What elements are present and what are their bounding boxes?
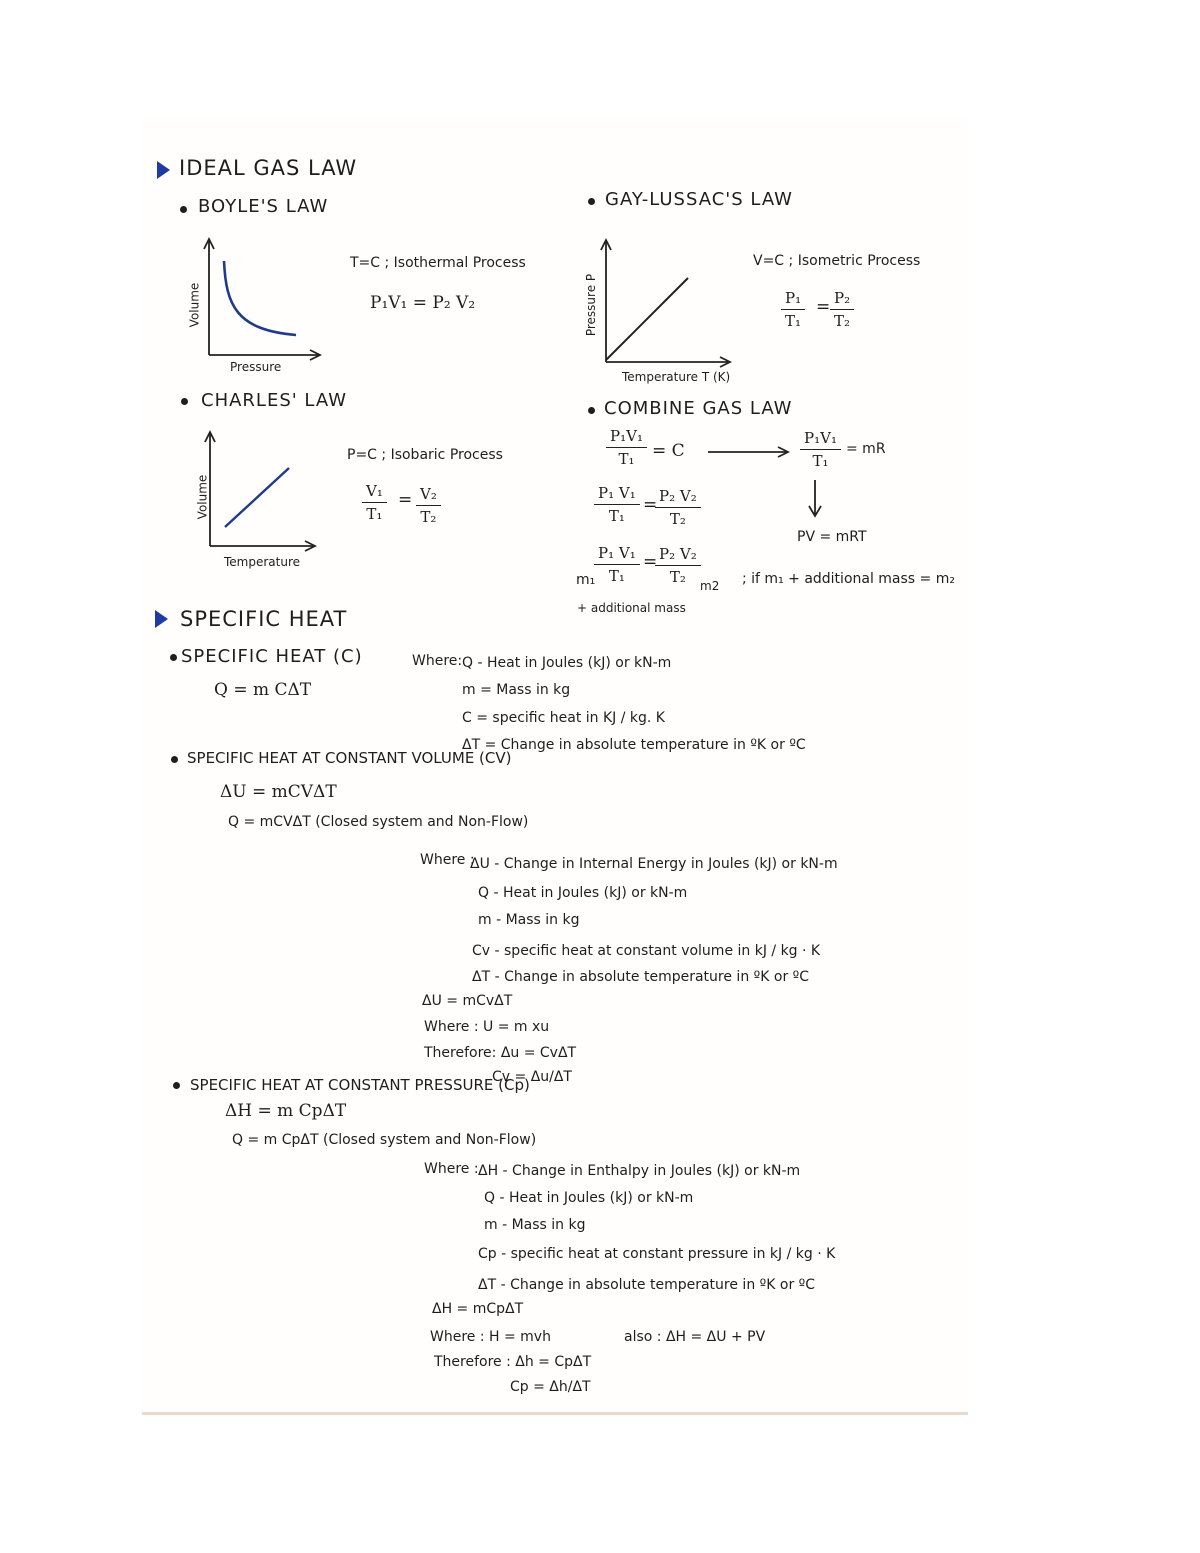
definition-line: ΔT = Change in absolute temperature in ºK or ºC [462,737,806,753]
combined-ratio-right [655,487,701,528]
combined-equals-c: = C [652,441,685,461]
gay-lussac-condition: V=C ; Isometric Process [753,253,921,269]
denominator: T₂ [669,510,686,528]
where-label: Where : [424,1161,479,1177]
denominator: T₁ [366,505,383,523]
definition-line: ΔT - Change in absolute temperature in ºK or ºC [472,969,810,985]
right-arrow-icon [706,445,796,459]
cv-eq-5: Therefore: Δu = CvΔT [424,1045,577,1061]
combined-mass-note: ; if m₁ + additional mass = m₂ [742,571,955,587]
combined-mass-ratio-right [655,545,701,586]
numerator: P₂ V₂ [655,545,701,566]
isotherm-curve [224,261,296,335]
equals-sign: = [643,552,658,572]
denominator: T₂ [669,568,686,586]
numerator: P₂ V₂ [655,487,701,508]
gay-lussac-right-ratio [830,289,854,330]
combined-mass-ratio-left [594,544,640,585]
bullet [180,206,187,213]
denominator: T₁ [785,312,802,330]
denominator: T₂ [420,508,437,526]
specific-heat-c-equation: Q = m CΔT [214,680,312,700]
numerator: V₁ [362,482,387,503]
charles-left-ratio [362,482,387,523]
combined-ratio-1 [606,427,647,468]
combined-ratio-left [594,484,640,525]
bullet [173,1082,180,1089]
charles-y-label: Volume [195,474,210,520]
charles-law-title: CHARLES' LAW [201,390,347,411]
ideal-gas-equation: PV = mRT [797,529,867,545]
boyles-law-title: BOYLE'S LAW [198,196,329,217]
charles-right-ratio [416,485,441,526]
definition-line: Q - Heat in Joules (kJ) or kN-m [478,885,688,901]
where-label: Where : [420,852,475,868]
where-label: Where: [412,653,463,669]
bullet [181,398,188,405]
specific-heat-cp-title: SPECIFIC HEAT AT CONSTANT PRESSURE (Cp) [190,1076,530,1094]
denominator: T₂ [834,312,851,330]
definition-line: Cv - specific heat at constant volume in kJ / kg · K [472,943,821,959]
charles-condition: P=C ; Isobaric Process [347,447,503,463]
boyles-law-graph [196,235,326,370]
additional-mass-note: + additional mass [577,601,686,615]
bullet [170,654,177,661]
cv-eq-6: Cv = Δu/ΔT [492,1069,572,1085]
cp-eq-4: Where : H = mvh [430,1329,551,1345]
cv-eq-3: ΔU = mCvΔT [422,993,513,1009]
combined-equals-mr: = mR [846,441,886,457]
definition-line: ΔH - Change in Enthalpy in Joules (kJ) or kN-m [478,1163,801,1179]
gay-lussac-graph [596,236,736,371]
specific-heat-heading: SPECIFIC HEAT [180,607,348,631]
bullet [588,407,595,414]
specific-heat-c-title: SPECIFIC HEAT (C) [181,646,363,667]
definition-line: C = specific heat in KJ / kg. K [462,710,665,726]
boyle-y-label: Volume [187,282,202,328]
ideal-gas-law-heading: IDEAL GAS LAW [179,156,358,180]
cp-eq-q: Q = m CpΔT (Closed system and Non-Flow) [232,1132,537,1148]
equals-sign: = [816,297,831,317]
gay-lussacs-law-title: GAY-LUSSAC'S LAW [605,189,793,210]
charles-law-graph [197,430,322,555]
definition-line: Q - Heat in Joules (kJ) or kN-m [462,655,672,671]
section-marker-icon [155,610,168,628]
denominator: T₁ [608,567,625,585]
isobaric-line [225,468,289,527]
specific-heat-cv-title: SPECIFIC HEAT AT CONSTANT VOLUME (CV) [187,749,512,767]
denominator: T₁ [812,452,829,470]
section-marker-icon [157,161,170,179]
combine-gas-law-title: COMBINE GAS LAW [604,398,793,419]
numerator: P₂ [830,289,854,310]
cp-eq-3: ΔH = mCpΔT [432,1301,524,1317]
combined-ratio-mr [800,429,841,470]
equals-sign: = [398,490,413,510]
denominator: T₁ [618,450,635,468]
definition-line: ΔT - Change in absolute temperature in ºK or ºC [478,1277,816,1293]
cp-eq-6: Cp = Δh/ΔT [510,1379,591,1395]
gay-lussac-y-label: Pressure P [584,273,599,337]
denominator: T₁ [608,507,625,525]
charles-x-label: Temperature [224,555,301,569]
definition-line: m - Mass in kg [484,1217,586,1233]
boyle-condition: T=C ; Isothermal Process [350,255,526,271]
numerator: P₁V₁ [800,429,841,450]
mass-m2: m2 [700,579,720,593]
bullet [588,198,595,205]
cp-eq-5: Therefore : Δh = CpΔT [434,1354,592,1370]
equals-sign: = [643,495,658,515]
numerator: P₁V₁ [606,427,647,448]
cp-eq-delta-h: ΔH = m CpΔT [225,1101,347,1121]
bullet [171,756,178,763]
gay-lussac-left-ratio [781,289,805,330]
cv-eq-delta-u: ΔU = mCVΔT [220,782,337,802]
down-arrow-icon [805,478,825,520]
isometric-line [606,278,688,360]
cv-eq-q: Q = mCVΔT (Closed system and Non-Flow) [228,814,529,830]
numerator: P₁ V₁ [594,544,640,565]
definition-line: ΔU - Change in Internal Energy in Joules (kJ) or kN-m [470,856,838,872]
numerator: P₁ V₁ [594,484,640,505]
numerator: P₁ [781,289,805,310]
definition-line: Cp - specific heat at constant pressure in kJ / kg · K [478,1246,836,1262]
cp-also: also : ΔH = ΔU + PV [624,1329,766,1345]
gay-lussac-x-label: Temperature T (K) [622,370,731,384]
boyle-x-label: Pressure [230,360,282,374]
mass-m1: m₁ [576,572,596,588]
definition-line: m - Mass in kg [478,912,580,928]
boyle-equation: P₁V₁ = P₂ V₂ [370,293,476,313]
numerator: V₂ [416,485,441,506]
definition-line: Q - Heat in Joules (kJ) or kN-m [484,1190,694,1206]
definition-line: m = Mass in kg [462,682,571,698]
cv-eq-4: Where : U = m xu [424,1019,550,1035]
